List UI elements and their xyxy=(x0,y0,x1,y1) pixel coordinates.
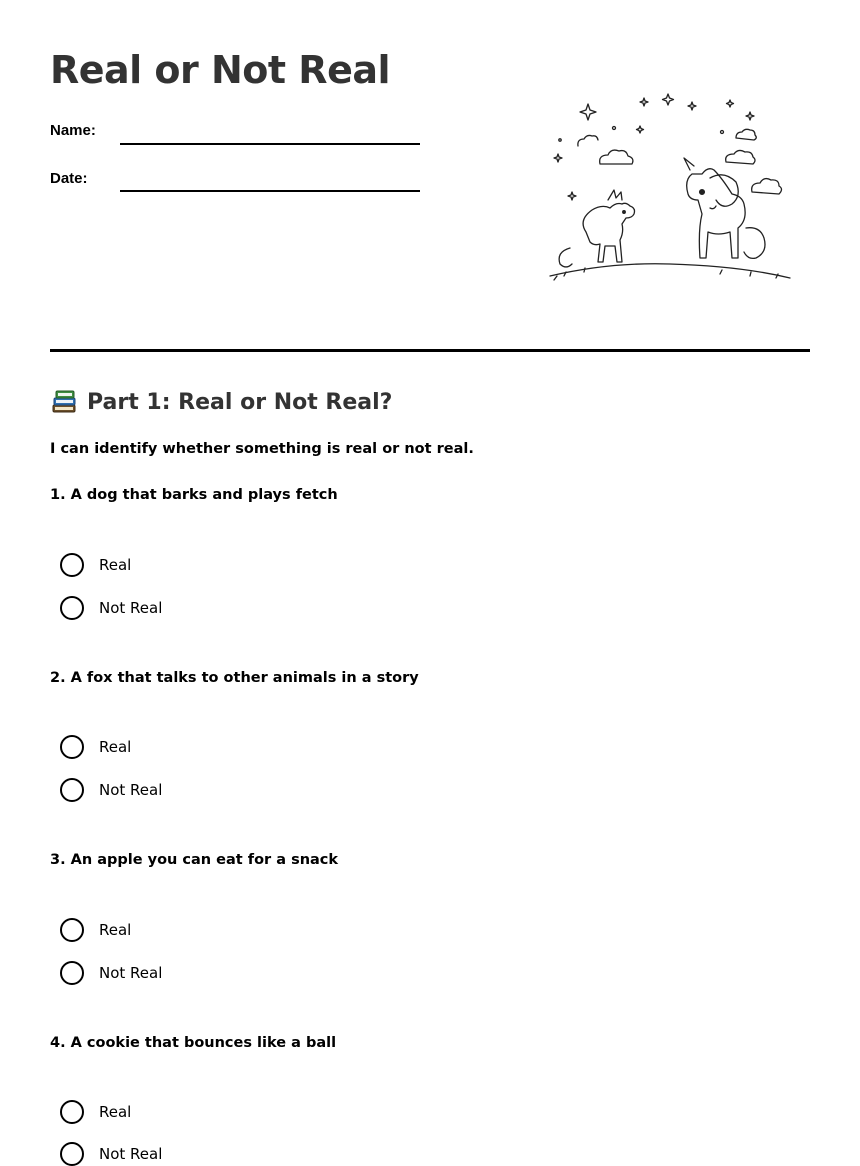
q2-option-real[interactable] xyxy=(60,735,131,759)
name-field[interactable] xyxy=(120,143,420,145)
q1-option-real[interactable] xyxy=(60,553,131,577)
question-2 xyxy=(50,670,810,799)
radio-button[interactable] xyxy=(60,1100,84,1124)
question-3 xyxy=(50,852,810,982)
option-label: Not Real xyxy=(99,964,163,982)
radio-button[interactable] xyxy=(60,778,84,802)
option-label: Real xyxy=(99,1103,132,1121)
radio-button[interactable] xyxy=(60,1142,84,1166)
q4-option-real[interactable] xyxy=(60,1100,131,1124)
part1-heading xyxy=(50,388,392,416)
question-text: 1. A dog that barks and plays fetch xyxy=(50,487,338,503)
question-4 xyxy=(50,1035,810,1163)
date-label: Date: xyxy=(50,170,88,187)
option-label: Not Real xyxy=(99,1145,163,1163)
name-label: Name: xyxy=(50,122,96,139)
header-divider xyxy=(50,349,810,352)
radio-button[interactable] xyxy=(60,961,84,985)
q4-option-not-real[interactable] xyxy=(60,1142,162,1166)
q2-option-not-real[interactable] xyxy=(60,778,162,802)
radio-button[interactable] xyxy=(60,735,84,759)
radio-button[interactable] xyxy=(60,553,84,577)
learning-objective: I can identify whether something is real or not real. xyxy=(50,441,474,457)
page-title: Real or Not Real xyxy=(50,48,391,92)
date-field[interactable] xyxy=(120,190,420,192)
books-icon xyxy=(50,388,78,416)
question-1 xyxy=(50,487,810,617)
radio-button[interactable] xyxy=(60,918,84,942)
option-label: Not Real xyxy=(99,781,163,799)
q1-option-not-real[interactable] xyxy=(60,596,162,620)
option-label: Real xyxy=(99,921,132,939)
radio-button[interactable] xyxy=(60,596,84,620)
question-text: 3. An apple you can eat for a snack xyxy=(50,852,339,868)
option-label: Not Real xyxy=(99,599,163,617)
option-label: Real xyxy=(99,556,132,574)
part1-heading-text: Part 1: Real or Not Real? xyxy=(87,389,393,415)
question-text: 2. A fox that talks to other animals in a story xyxy=(50,670,419,686)
q3-option-not-real[interactable] xyxy=(60,961,162,985)
q3-option-real[interactable] xyxy=(60,918,131,942)
unicorn-illustration xyxy=(540,88,800,288)
option-label: Real xyxy=(99,738,132,756)
question-text: 4. A cookie that bounces like a ball xyxy=(50,1035,337,1051)
